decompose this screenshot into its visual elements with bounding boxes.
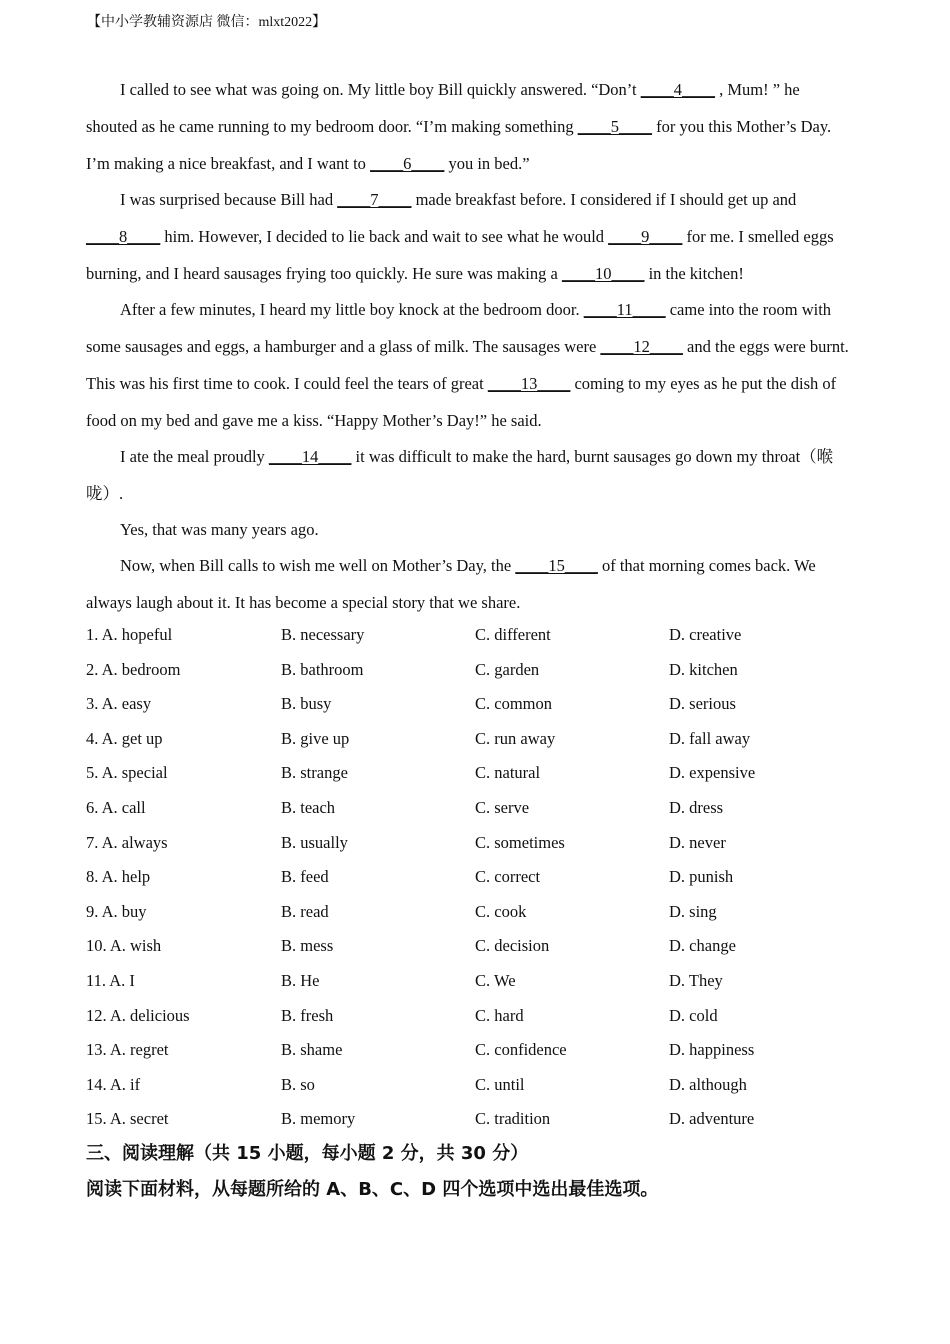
question-row-4 xyxy=(86,722,876,757)
option-9-d: D. sing xyxy=(669,901,717,921)
passage-line: Yes, that was many years ago. xyxy=(120,520,319,539)
question-row-10 xyxy=(86,929,876,964)
option-4-d: D. fall away xyxy=(669,728,751,748)
option-10-c: C. decision xyxy=(475,936,550,956)
section-title: 三、阅读理解（共 15 小题，每小题 2 分，共 30 分） xyxy=(86,1143,529,1164)
option-15-a: 15. A. secret xyxy=(86,1109,169,1129)
cloze-passage xyxy=(86,73,866,623)
blank-10: ____10____ xyxy=(561,264,645,283)
option-1-a: 1. A. hopeful xyxy=(86,625,173,644)
option-12-c: C. hard xyxy=(475,1005,524,1025)
blank-6: ____6____ xyxy=(370,154,445,173)
blank-13: ____13____ xyxy=(487,374,571,393)
option-6-b: B. teach xyxy=(281,797,336,817)
passage-line: I was surprised because Bill had ____7____ made breakfast before. I considered if I should get up and xyxy=(120,190,797,209)
option-13-b: B. shame xyxy=(281,1040,343,1060)
question-row-3 xyxy=(86,687,876,722)
blank-12: ____12____ xyxy=(600,337,683,356)
option-5-c: C. natural xyxy=(475,763,541,783)
blank-4: ____4____ xyxy=(640,80,715,99)
passage-line: some sausages and eggs, a hamburger and a glass of milk. The sausages were ____12____ and the eggs were burnt. xyxy=(86,337,849,356)
option-13-d: D. happiness xyxy=(669,1040,755,1060)
option-12-b: B. fresh xyxy=(281,1005,334,1025)
passage-line: ____8____ him. However, I decided to lie back and wait to see what he would ____9____ for me. I smelled eggs xyxy=(86,227,834,246)
option-14-a: 14. A. if xyxy=(86,1074,141,1094)
option-1-d: D. creative xyxy=(669,625,742,644)
option-15-c: C. tradition xyxy=(475,1109,551,1129)
question-row-8 xyxy=(86,860,876,895)
option-7-d: D. never xyxy=(669,832,726,852)
question-row-2 xyxy=(86,653,876,688)
question-row-9 xyxy=(86,895,876,930)
option-6-c: C. serve xyxy=(475,797,530,817)
option-4-b: B. give up xyxy=(281,728,350,748)
passage-line: I ate the meal proudly ____14____ it was difficult to make the hard, burnt sausages go down my throat（喉 xyxy=(120,447,834,466)
question-row-14 xyxy=(86,1068,876,1103)
option-3-b: B. busy xyxy=(281,694,332,714)
option-14-d: D. although xyxy=(669,1074,747,1094)
blank-8: ____8____ xyxy=(86,227,161,246)
option-7-a: 7. A. always xyxy=(86,832,168,852)
option-7-c: C. sometimes xyxy=(475,832,565,852)
option-8-d: D. punish xyxy=(669,867,734,887)
option-6-a: 6. A. call xyxy=(86,797,146,817)
option-3-a: 3. A. easy xyxy=(86,694,152,714)
question-row-15 xyxy=(86,1102,876,1137)
option-10-b: B. mess xyxy=(281,936,334,956)
blank-7: ____7____ xyxy=(337,190,412,209)
option-3-c: C. common xyxy=(475,694,552,714)
passage-line: burning, and I heard sausages frying too quickly. He sure was making a ____10____ in the kitchen! xyxy=(86,264,744,283)
option-5-a: 5. A. special xyxy=(86,763,168,783)
option-7-b: B. usually xyxy=(281,832,348,852)
option-2-d: D. kitchen xyxy=(669,659,738,679)
question-row-11 xyxy=(86,964,876,999)
passage-line: I’m making a nice breakfast, and I want to ____6____ you in bed.” xyxy=(86,154,530,173)
blank-5: ____5____ xyxy=(577,117,652,136)
passage-line: always laugh about it. It has become a special story that we share. xyxy=(86,593,521,612)
blank-11: ____11____ xyxy=(583,300,666,319)
option-3-d: D. serious xyxy=(669,694,736,714)
option-4-a: 4. A. get up xyxy=(86,728,163,748)
option-14-b: B. so xyxy=(281,1074,315,1094)
option-8-a: 8. A. help xyxy=(86,867,151,887)
passage-line: food on my bed and gave me a kiss. “Happy Mother’s Day!” he said. xyxy=(86,411,542,430)
option-5-d: D. expensive xyxy=(669,763,756,783)
question-row-12 xyxy=(86,999,876,1034)
option-2-b: B. bathroom xyxy=(281,659,364,679)
option-11-c: C. We xyxy=(475,970,516,990)
passage-line: shouted as he came running to my bedroom door. “I’m making something ____5____ for you this Mother’s Day. xyxy=(86,117,832,136)
passage-line: I called to see what was going on. My little boy Bill quickly answered. “Don’t ____4____ , Mum! ” he xyxy=(120,80,800,99)
option-15-d: D. adventure xyxy=(669,1109,755,1129)
passage-line: 咙）. xyxy=(86,484,124,503)
option-13-c: C. confidence xyxy=(475,1040,567,1060)
option-10-d: D. change xyxy=(669,936,736,956)
option-11-a: 11. A. I xyxy=(86,970,135,990)
question-row-7 xyxy=(86,826,876,861)
passage-line: Now, when Bill calls to wish me well on Mother’s Day, the ____15____ of that morning comes back. We xyxy=(120,556,816,575)
option-14-c: C. until xyxy=(475,1074,525,1094)
option-2-c: C. garden xyxy=(475,659,540,679)
option-15-b: B. memory xyxy=(281,1109,356,1129)
page-header: 【中小学教辅资源店 微信：mlxt2022】 xyxy=(87,15,327,30)
blank-15: ____15____ xyxy=(515,556,598,575)
option-11-b: B. He xyxy=(281,970,320,990)
question-row-13 xyxy=(86,1033,876,1068)
option-1-c: C. different xyxy=(475,625,551,644)
option-10-a: 10. A. wish xyxy=(86,936,162,956)
question-row-5 xyxy=(86,756,876,791)
option-4-c: C. run away xyxy=(475,728,556,748)
option-8-b: B. feed xyxy=(281,867,329,887)
question-row-6 xyxy=(86,791,876,826)
option-8-c: C. correct xyxy=(475,867,541,887)
option-2-a: 2. A. bedroom xyxy=(86,659,181,679)
question-row-1 xyxy=(86,618,876,653)
section-instruction: 阅读下面材料，从每题所给的 A、B、C、D 四个选项中选出最佳选项。 xyxy=(86,1179,659,1200)
option-9-a: 9. A. buy xyxy=(86,901,147,921)
passage-line: After a few minutes, I heard my little boy knock at the bedroom door. ____11____ came into the room with xyxy=(120,300,832,319)
passage-line: This was his first time to cook. I could feel the tears of great ____13____ coming to my eyes as he put the dish of xyxy=(86,374,837,393)
blank-14: ____14____ xyxy=(268,447,352,466)
option-9-c: C. cook xyxy=(475,901,527,921)
option-5-b: B. strange xyxy=(281,763,348,783)
option-9-b: B. read xyxy=(281,901,329,921)
option-1-b: B. necessary xyxy=(281,625,365,644)
option-11-d: D. They xyxy=(669,970,723,990)
option-6-d: D. dress xyxy=(669,797,724,817)
option-12-d: D. cold xyxy=(669,1005,718,1025)
option-12-a: 12. A. delicious xyxy=(86,1005,190,1025)
blank-9: ____9____ xyxy=(608,227,683,246)
answer-options xyxy=(86,618,876,1137)
option-13-a: 13. A. regret xyxy=(86,1040,169,1060)
